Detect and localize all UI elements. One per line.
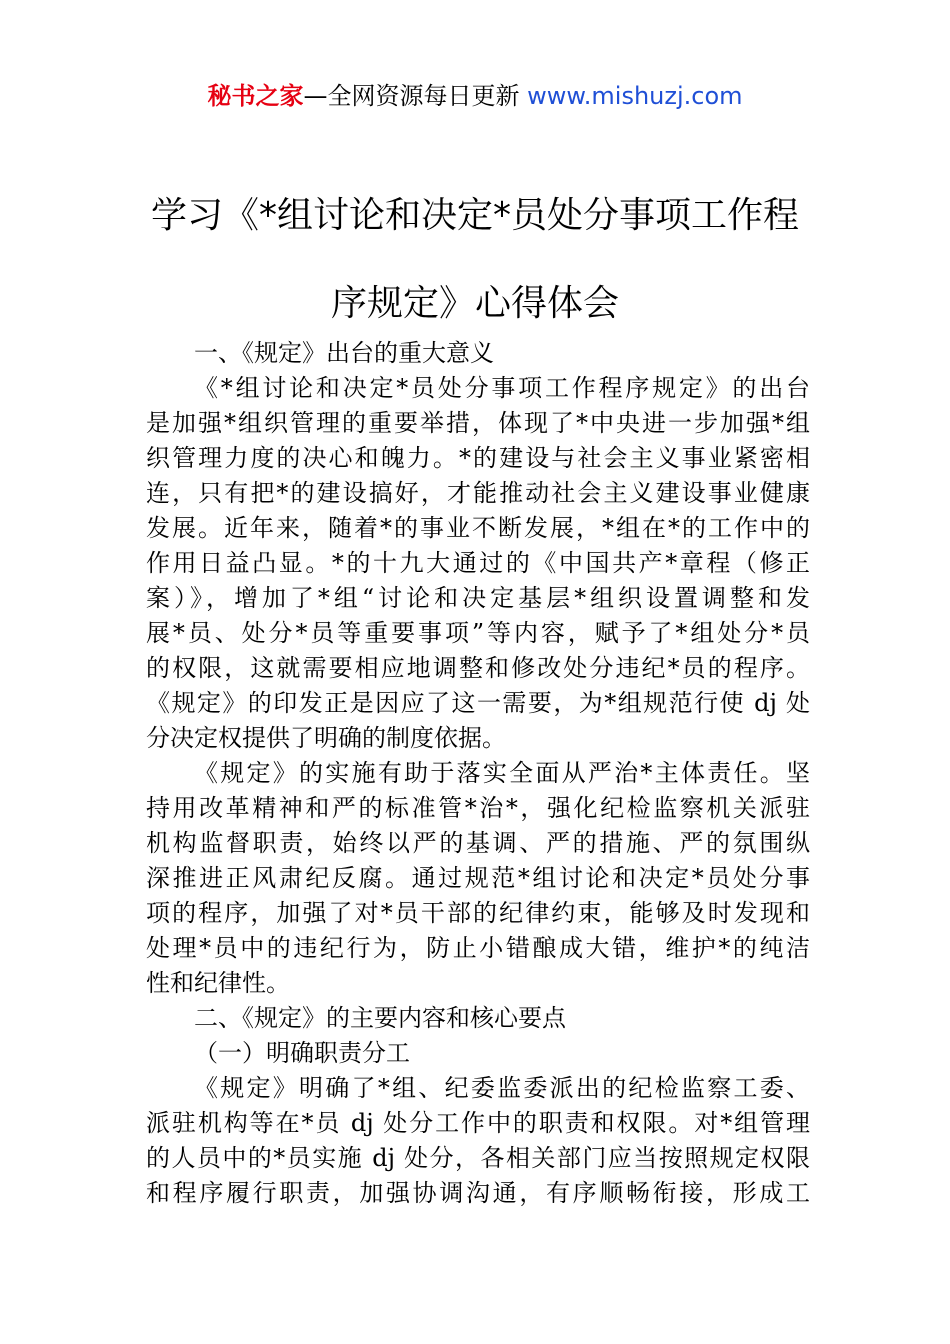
body-line: 深推进正风肃纪反腐。通过规范*组讨论和决定*员处分事 [146,864,810,892]
site-header [0,80,950,112]
body-line: 性和纪律性。 [146,969,290,997]
body-line: 一、《规定》出台的重大意义 [194,339,494,367]
body-line: 的人员中的*员实施 dj 处分，各相关部门应当按照规定权限 [146,1144,810,1172]
body-line: 《规定》的印发正是因应了这一需要，为*组规范行使 dj 处 [146,689,810,717]
body-line: 是加强*组织管理的重要举措，体现了*中央进一步加强*组 [146,409,810,437]
body-line: 《*组讨论和决定*员处分事项工作程序规定》的出台 [194,374,810,402]
body-line: 二、《规定》的主要内容和核心要点 [194,1004,566,1032]
document-title [0,172,950,348]
body-line: （一）明确职责分工 [194,1039,410,1067]
document-body [146,336,810,1211]
body-line: 的权限，这就需要相应地调整和修改处分违纪*员的程序。 [146,654,810,682]
body-line: 《规定》的实施有助于落实全面从严治*主体责任。坚 [194,759,810,787]
body-line: 处理*员中的违纪行为，防止小错酿成大错，维护*的纯洁 [146,934,810,962]
body-line: 项的程序，加强了对*员干部的纪律约束，能够及时发现和 [146,899,810,927]
body-line: 分决定权提供了明确的制度依据。 [146,724,506,752]
body-line: 和程序履行职责，加强协调沟通，有序顺畅衔接，形成工 [146,1179,810,1207]
body-line: 作用日益凸显。*的十九大通过的《中国共产*章程（修正 [146,549,810,577]
body-line: 展*员、处分*员等重要事项”等内容，赋予了*组处分*员 [146,619,810,647]
body-line: 案）》，增加了*组“讨论和决定基层*组织设置调整和发 [146,584,810,612]
body-line: 持用改革精神和严的标准管*治*，强化纪检监察机关派驻 [146,794,810,822]
title-line-2: 序规定》心得体会 [330,283,619,324]
body-line: 机构监督职责，始终以严的基调、严的措施、严的氛围纵 [146,829,810,857]
brand-name: 秘书之家 [207,82,304,110]
header-tagline: —全网资源每日更新 [303,82,528,110]
body-line: 《规定》明确了*组、纪委监委派出的纪检监察工委、 [194,1074,810,1102]
body-line: 织管理力度的决心和魄力。*的建设与社会主义事业紧密相 [146,444,810,472]
body-line: 连，只有把*的建设搞好，才能推动社会主义建设事业健康 [146,479,810,507]
body-line: 发展。近年来，随着*的事业不断发展，*组在*的工作中的 [146,514,810,542]
title-line-1: 学习《*组讨论和决定*员处分事项工作程 [150,195,799,236]
site-url-link[interactable]: www.mishuzj.com [527,82,743,110]
body-line: 派驻机构等在*员 dj 处分工作中的职责和权限。对*组管理 [146,1109,810,1137]
